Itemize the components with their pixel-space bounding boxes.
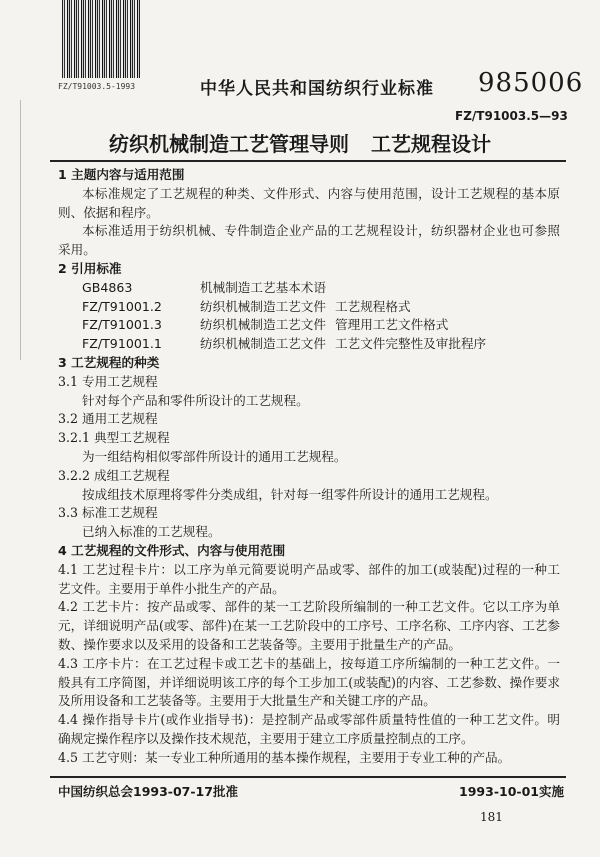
reference-title: 纺织机械制造工艺文件 — [200, 336, 326, 352]
paragraph-line: 4.3 工序卡片：在工艺过程卡或工艺卡的基础上，按每道工序所编制的一种工艺文件。一 — [58, 655, 560, 671]
reference-item — [58, 298, 560, 317]
paragraph-line: 已纳入标准的工艺规程。 — [82, 524, 221, 540]
paragraph-line: 数、操作要求以及采用的设备和工艺装备等。主要用于批量生产的产品。 — [58, 636, 461, 652]
paragraph-line: 按成组技术原理将零件分类成组，针对每一组零件所设计的通用工艺规程。 — [82, 486, 498, 502]
barcode-label: FZ/T91003.5-1993 — [58, 82, 136, 91]
document-body — [58, 166, 560, 768]
paragraph-line: 艺文件。主要用于单件小批生产的产品。 — [58, 580, 285, 596]
top-rule — [50, 160, 566, 162]
title-main: 纺织机械制造工艺管理导则 — [109, 132, 349, 156]
section-heading: 3 工艺规程的种类 — [58, 354, 160, 370]
paragraph-line: 采用。 — [58, 242, 96, 258]
standard-org: 中华人民共和国纺织行业标准 — [200, 79, 434, 99]
reference-title: 纺织机械制造工艺文件 — [200, 298, 326, 314]
reference-sub: 工艺文件完整性及审批程序 — [335, 336, 487, 352]
paragraph-line: 4.5 工艺守则：某一专业工种所通用的基本操作规程，主要用于专业工种的产品。 — [58, 749, 511, 765]
reference-title: 纺织机械制造工艺文件 — [200, 317, 326, 333]
subsection-heading: 3.1 专用工艺规程 — [58, 373, 158, 389]
paragraph-line: 本标准规定了工艺规程的种类、文件形式、内容与使用范围，设计工艺规程的基本原 — [82, 185, 560, 201]
footer-rule — [50, 776, 566, 778]
paragraph-line: 般具有工序简图，并详细说明该工序的每个工步加工(或装配)的内容、工艺参数、操作要求 — [58, 674, 560, 690]
paragraph-line: 及所用设备和工艺装备等。主要用于大批量生产和关键工序的产品。 — [58, 693, 436, 709]
subsection-heading: 3.2 通用工艺规程 — [58, 411, 158, 427]
paragraph-line: 本标准适用于纺织机械、专件制造企业产品的工艺规程设计，纺织器材企业也可参照 — [82, 223, 560, 239]
reference-code: FZ/T91001.2 — [82, 298, 162, 314]
reference-item — [58, 316, 560, 335]
paragraph-line: 则、依据和程序。 — [58, 204, 159, 220]
barcode — [62, 0, 140, 78]
standard-code: FZ/T91003.5—93 — [455, 109, 568, 123]
page-title — [0, 128, 600, 157]
subsection-heading: 3.2.2 成组工艺规程 — [58, 467, 170, 483]
reference-sub: 管理用工艺文件格式 — [335, 317, 449, 333]
subsection-heading: 3.3 标准工艺规程 — [58, 505, 158, 521]
subsection-heading: 3.2.1 典型工艺规程 — [58, 430, 170, 446]
reference-title: 机械制造工艺基本术语 — [200, 279, 326, 295]
paragraph-line: 4.1 工艺过程卡片：以工序为单元简要说明产品或零、部件的加工(或装配)过程的一种工 — [58, 561, 560, 577]
paragraph-line: 为一组结构相似零部件所设计的通用工艺规程。 — [82, 448, 347, 464]
paragraph-line: 针对每个产品和零件所设计的工艺规程。 — [82, 392, 309, 408]
effective-date: 1993-10-01实施 — [459, 784, 564, 799]
reference-item — [58, 279, 560, 298]
paragraph-line: 4.2 工艺卡片：按产品或零、部件的某一工艺阶段所编制的一种工艺文件。它以工序为单 — [58, 599, 560, 615]
reference-code: GB4863 — [82, 279, 133, 295]
paragraph-line: 4.4 操作指导卡片(或作业指导书)：是控制产品或零部件质量特性值的一种工艺文件。明 — [58, 712, 560, 728]
reference-item — [58, 335, 560, 354]
section-heading: 2 引用标准 — [58, 260, 122, 276]
section-heading: 1 主题内容与适用范围 — [58, 167, 185, 182]
paragraph-line: 元，详细说明产品(或零、部件)在某一工艺阶段中的工序号、工序名称、工序内容、工艺参 — [58, 618, 560, 634]
section-heading: 4 工艺规程的文件形式、内容与使用范围 — [58, 542, 286, 558]
reference-code: FZ/T91001.1 — [82, 336, 162, 352]
approval-date: 中国纺织总会1993-07-17批准 — [58, 784, 238, 799]
title-sub: 工艺规程设计 — [371, 132, 491, 156]
reference-code: FZ/T91001.3 — [82, 317, 162, 333]
paragraph-line: 确规定操作程序以及操作技术规范，主要用于建立工序质量控制点的工序。 — [58, 730, 474, 746]
doc-number: 985006 — [478, 68, 584, 98]
page-number: 181 — [480, 810, 503, 824]
reference-sub: 工艺规程格式 — [335, 298, 411, 314]
